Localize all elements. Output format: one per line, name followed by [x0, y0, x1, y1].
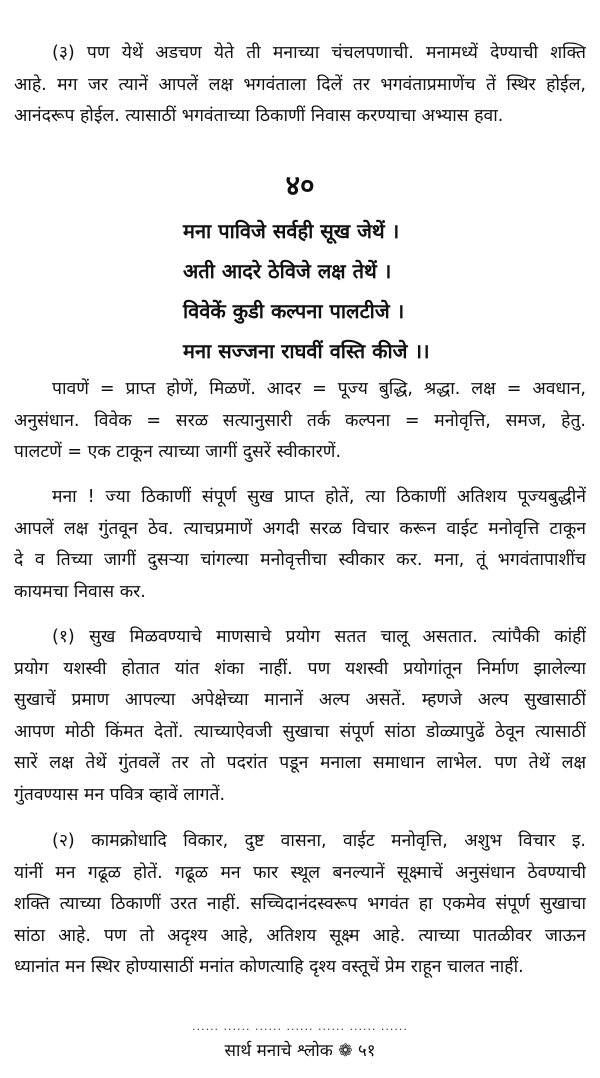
text-line: सारें लक्ष तेथें गुंतवलें तर तो पदरांत पडून मनाला समाधान लाभेल. पण तेथें लक्ष: [14, 753, 586, 773]
paragraph-meaning: [14, 482, 586, 608]
text-line: सुखाचें प्रमाण आपल्या अपेक्षेच्या मानानें अल्प असतें. म्हणजे अल्प सुखासाठीं: [14, 690, 586, 710]
text-line: आहे. मग जर त्यानें आपलें लक्ष भगवंताला दिलें तर भगवंताप्रमाणेंच तें स्थिर होईल,: [14, 74, 586, 95]
text-line: मना ! ज्या ठिकाणीं संपूर्ण सुख प्राप्त होतें, त्या ठिकाणीं अतिशय पूज्यबुद्धीनें: [52, 487, 586, 507]
verse-line: अती आदरे ठेविजे लक्ष तेथें ।: [183, 259, 392, 283]
text-line: आपलें लक्ष गुंतवून ठेव. त्याचप्रमाणें अगदी सरळ विचार करून वाईट मनोवृत्ति टाकून: [14, 518, 586, 539]
shloka-number: ४०: [285, 169, 315, 202]
text-line: आनंदरूप होईल. त्यासाठीं भगवंताच्या ठिकाणीं निवास करण्याचा अभ्यास हवा.: [14, 106, 504, 126]
verse-line: मना पाविजे सर्वही सूख जेथें ।: [183, 219, 400, 243]
paragraph-intro: [14, 38, 586, 133]
footer-separator: ...... ...... ...... ...... ...... ...... ......: [192, 1020, 408, 1033]
text-line: पावणें = प्राप्त होणें, मिळणें. आदर = पूज्य बुद्धि, श्रद्धा. लक्ष = अवधान,: [52, 379, 586, 399]
text-line: ध्यानांत मन स्थिर होण्यासाठीं मनांत कोणत्याहि दृश्य वस्तूचें प्रेम राहून चालत नाहीं.: [14, 957, 524, 977]
text-line: अनुसंधान. विवेक = सरळ सत्यानुसारी तर्क कल्पना = मनोवृत्ति, समज, हेतु.: [14, 410, 586, 431]
text-line: गुंतवण्यास मन पवित्र व्हावें लागतें.: [14, 784, 226, 805]
word-meanings: [14, 374, 586, 469]
text-line: (१) सुख मिळवण्याचे माणसाचे प्रयोग सतत चालू असतात. त्यांपैकी कांहीं: [52, 627, 586, 647]
shloka-verse: [183, 211, 430, 371]
text-line: (३) पण येथें अडचण येते ती मनाच्या चंचलपणाची. मनामध्यें देण्याची शक्ति: [52, 43, 586, 63]
verse-line: मना सज्जना राघवीं वस्ति कीजे ।।: [183, 339, 430, 363]
text-line: (२) कामक्रोधादि विकार, दुष्ट वासना, वाईट मनोवृत्ति, अशुभ विचार इ.: [52, 831, 586, 851]
paragraph-commentary-2: [14, 826, 586, 984]
text-line: पालटणें = एक टाकून त्याच्या जागीं दुसरें स्वीकारणें.: [14, 442, 342, 462]
verse-line: विवेकें कुडी कल्पना पालटीजे ।: [183, 299, 405, 323]
text-line: शक्ति त्याच्या ठिकाणीं उरत नाहीं. सच्चिदानंदस्वरूप भगवंत हा एकमेव संपूर्ण सुखाचा: [14, 894, 586, 914]
text-line: प्रयोग यशस्वी होतात यांत शंका नाहीं. पण यशस्वी प्रयोगांतून निर्माण झालेल्या: [14, 658, 586, 679]
page-footer: सार्थ मनाचे श्लोक ❁ ५१: [224, 1041, 376, 1061]
text-line: कायमचा निवास कर.: [14, 581, 146, 602]
text-line: दे व तिच्या जागीं दुसऱ्या चांगल्या मनोवृत्तीचा स्वीकार कर. मना, तूं भगवंतापाशींच: [14, 550, 586, 570]
text-line: सांठा आहे. पण तो अदृश्य आहे, अतिशय सूक्ष्म आहे. त्याच्या पातळीवर जाऊन: [14, 925, 586, 946]
text-line: यांनीं मन गढूळ होतें. गढूळ मन फार स्थूल बनल्यानें सूक्ष्माचें अनुसंधान ठेवण्याची: [14, 862, 586, 883]
text-line: आपण मोठी किंमत देतों. त्याच्याऐवजी सुखाचा संपूर्ण सांठा डोळ्यापुढें ठेवून त्यासाठीं: [14, 721, 586, 742]
paragraph-commentary-1: [14, 622, 586, 811]
